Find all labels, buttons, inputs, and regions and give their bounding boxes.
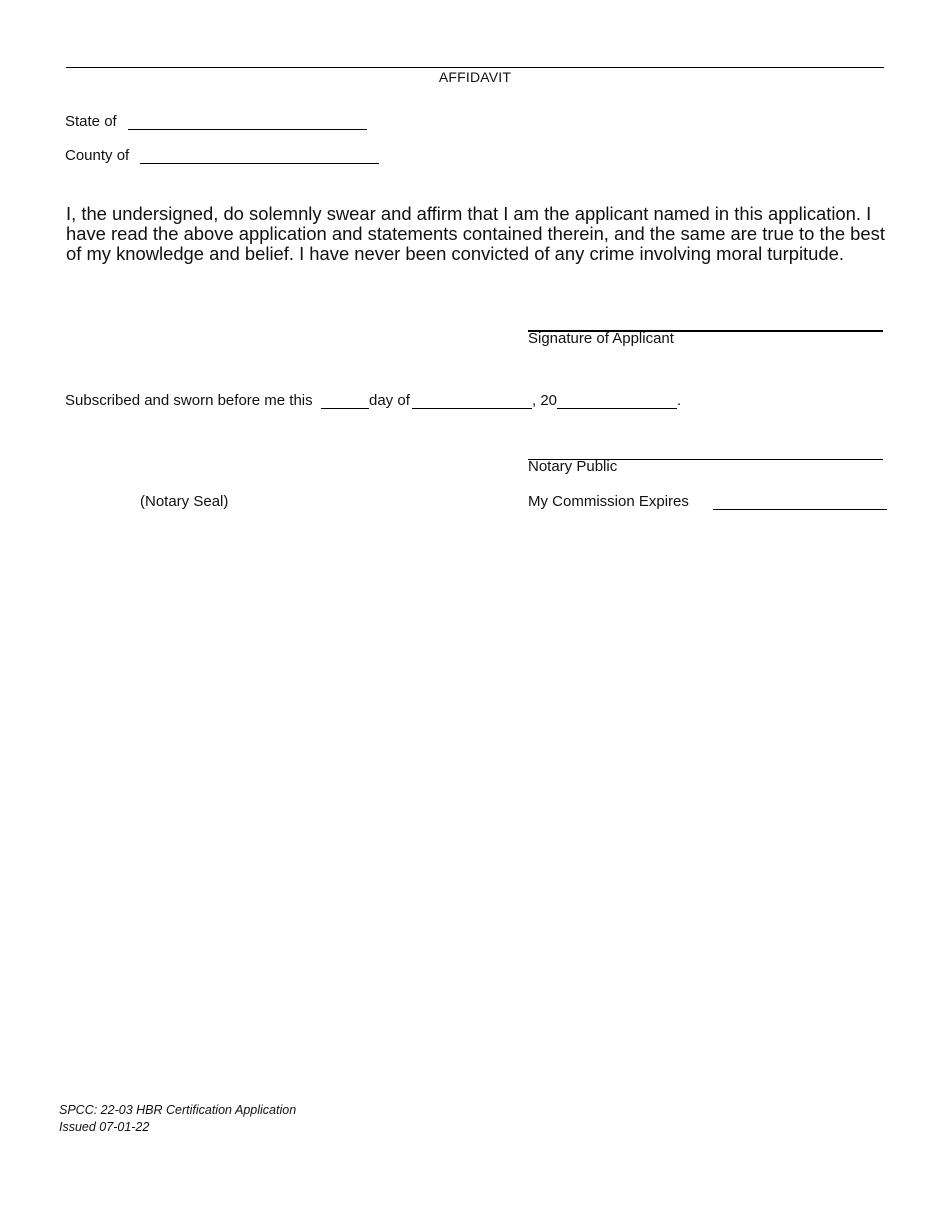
sworn-day-field[interactable] [321, 408, 369, 409]
top-divider [66, 67, 884, 68]
state-field[interactable] [128, 129, 367, 130]
county-label: County of [65, 147, 130, 164]
sworn-month-field[interactable] [412, 408, 532, 409]
commission-expires-field[interactable] [713, 509, 887, 510]
sworn-day-label: day of [369, 392, 410, 409]
county-field[interactable] [140, 163, 379, 164]
affidavit-statement: I, the undersigned, do solemnly swear and affirm that I am the applicant named in this application. I have read the above application and statements contained therein, and the same are true to the best of my knowledge and belief. I have never been convicted of any crime involving moral turpitude. [66, 203, 885, 264]
document-title: AFFIDAVIT [438, 69, 512, 85]
sworn-period: . [677, 392, 682, 409]
commission-expires-label: My Commission Expires [528, 493, 689, 510]
state-label: State of [65, 113, 117, 130]
sworn-year-prefix: , 20 [532, 392, 558, 409]
sworn-prefix: Subscribed and sworn before me this [65, 392, 313, 409]
footer-form-id: SPCC: 22-03 HBR Certification Application [59, 1103, 297, 1117]
notary-public-label: Notary Public [528, 458, 618, 475]
applicant-signature-label: Signature of Applicant [528, 330, 674, 347]
notary-seal-label: (Notary Seal) [140, 493, 229, 510]
footer-issued-date: Issued 07-01-22 [59, 1120, 150, 1134]
sworn-year-field[interactable] [557, 408, 677, 409]
